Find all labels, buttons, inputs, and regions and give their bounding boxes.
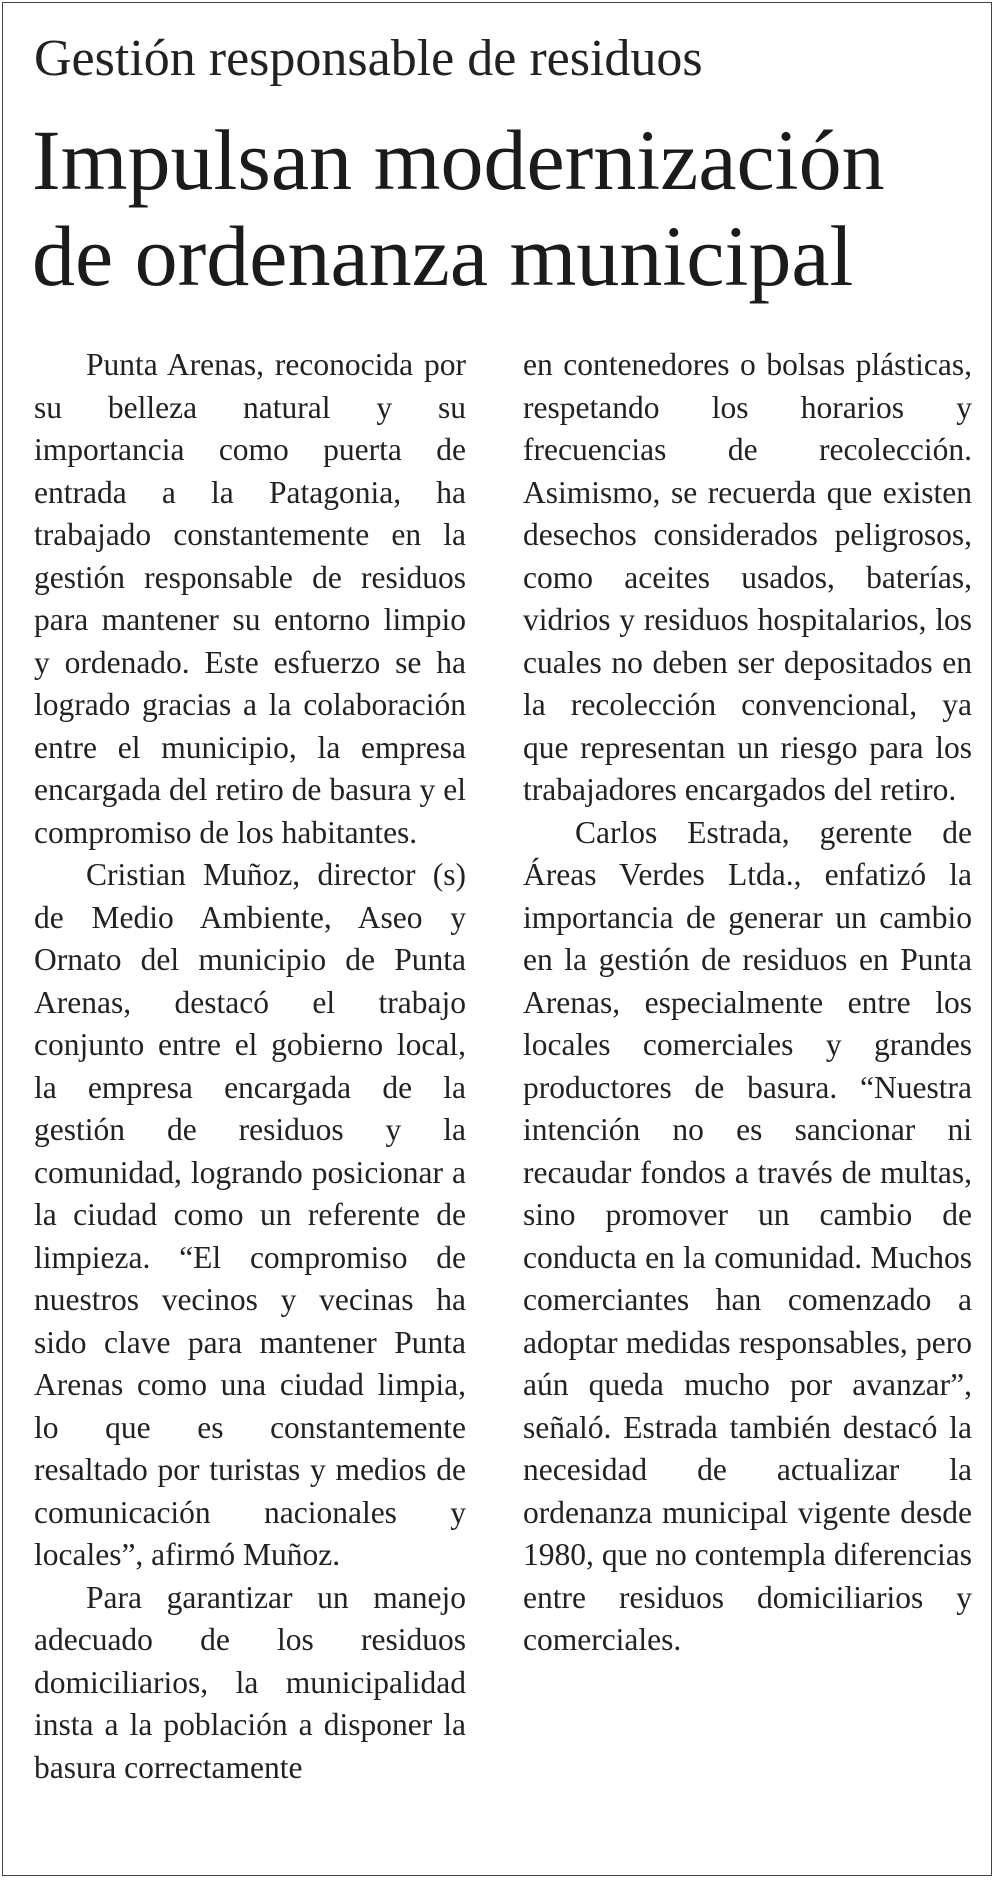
article-column-right (523, 344, 972, 1662)
paragraph: en contenedores o bolsas plásticas, respetando los horarios y frecuencias de recolección. Asimismo, se recuerda que existen desechos considerados peligrosos, como aceites usados, baterías, vidrios y residuos hospitalarios, los cuales no deben ser depositados en la recolección convencional, ya que representan un riesgo para los trabajadores encargados del retiro. (523, 347, 972, 807)
paragraph: Carlos Estrada, gerente de Áreas Verdes Ltda., enfatizó la importancia de generar un cambio en la gestión de residuos en Punta Arenas, especialmente entre los locales comerciales y grandes productores de basura. “Nuestra intención no es sancionar ni recaudar fondos a través de multas, sino promover un cambio de conducta en la comunidad. Muchos comerciantes han comenzado a adoptar medidas responsables, pero aún queda mucho por avanzar”, señaló. Estrada también destacó la necesidad de actualizar la ordenanza municipal vigente desde 1980, que no contempla diferencias entre residuos domiciliarios y comerciales. (523, 814, 972, 1657)
paragraph: Cristian Muñoz, director (s) de Medio Ambiente, Aseo y Ornato del municipio de Punta Arenas, destacó el trabajo conjunto entre el gobierno local, la empresa encargada de la gestión de residuos y la comunidad, logrando posicionar a la ciudad como un referente de limpieza. “El compromiso de nuestros vecinos y vecinas ha sido clave para mantener Punta Arenas como una ciudad limpia, lo que es constantemente resaltado por turistas y medios de comunicación nacionales y locales”, afirmó Muñoz. (34, 857, 466, 1572)
paragraph: Para garantizar un manejo adecuado de los residuos domiciliarios, la municipalidad insta a la población a disponer la basura correctamente (34, 1579, 466, 1785)
headline-line: Impulsan modernización (32, 112, 885, 208)
paragraph: Punta Arenas, reconocida por su belleza natural y su importancia como puerta de entrada a la Patagonia, ha trabajado constantemente en la gestión responsable de residuos para mantener su entorno limpio y ordenado. Este esfuerzo se ha logrado gracias a la colaboración entre el municipio, la empresa encargada del retiro de basura y el compromiso de los habitantes. (34, 347, 466, 850)
article-kicker: Gestión responsable de residuos (34, 30, 703, 87)
headline-line: de ordenanza municipal (32, 208, 854, 304)
article-column-left (34, 344, 466, 1789)
article-headline (32, 112, 972, 304)
